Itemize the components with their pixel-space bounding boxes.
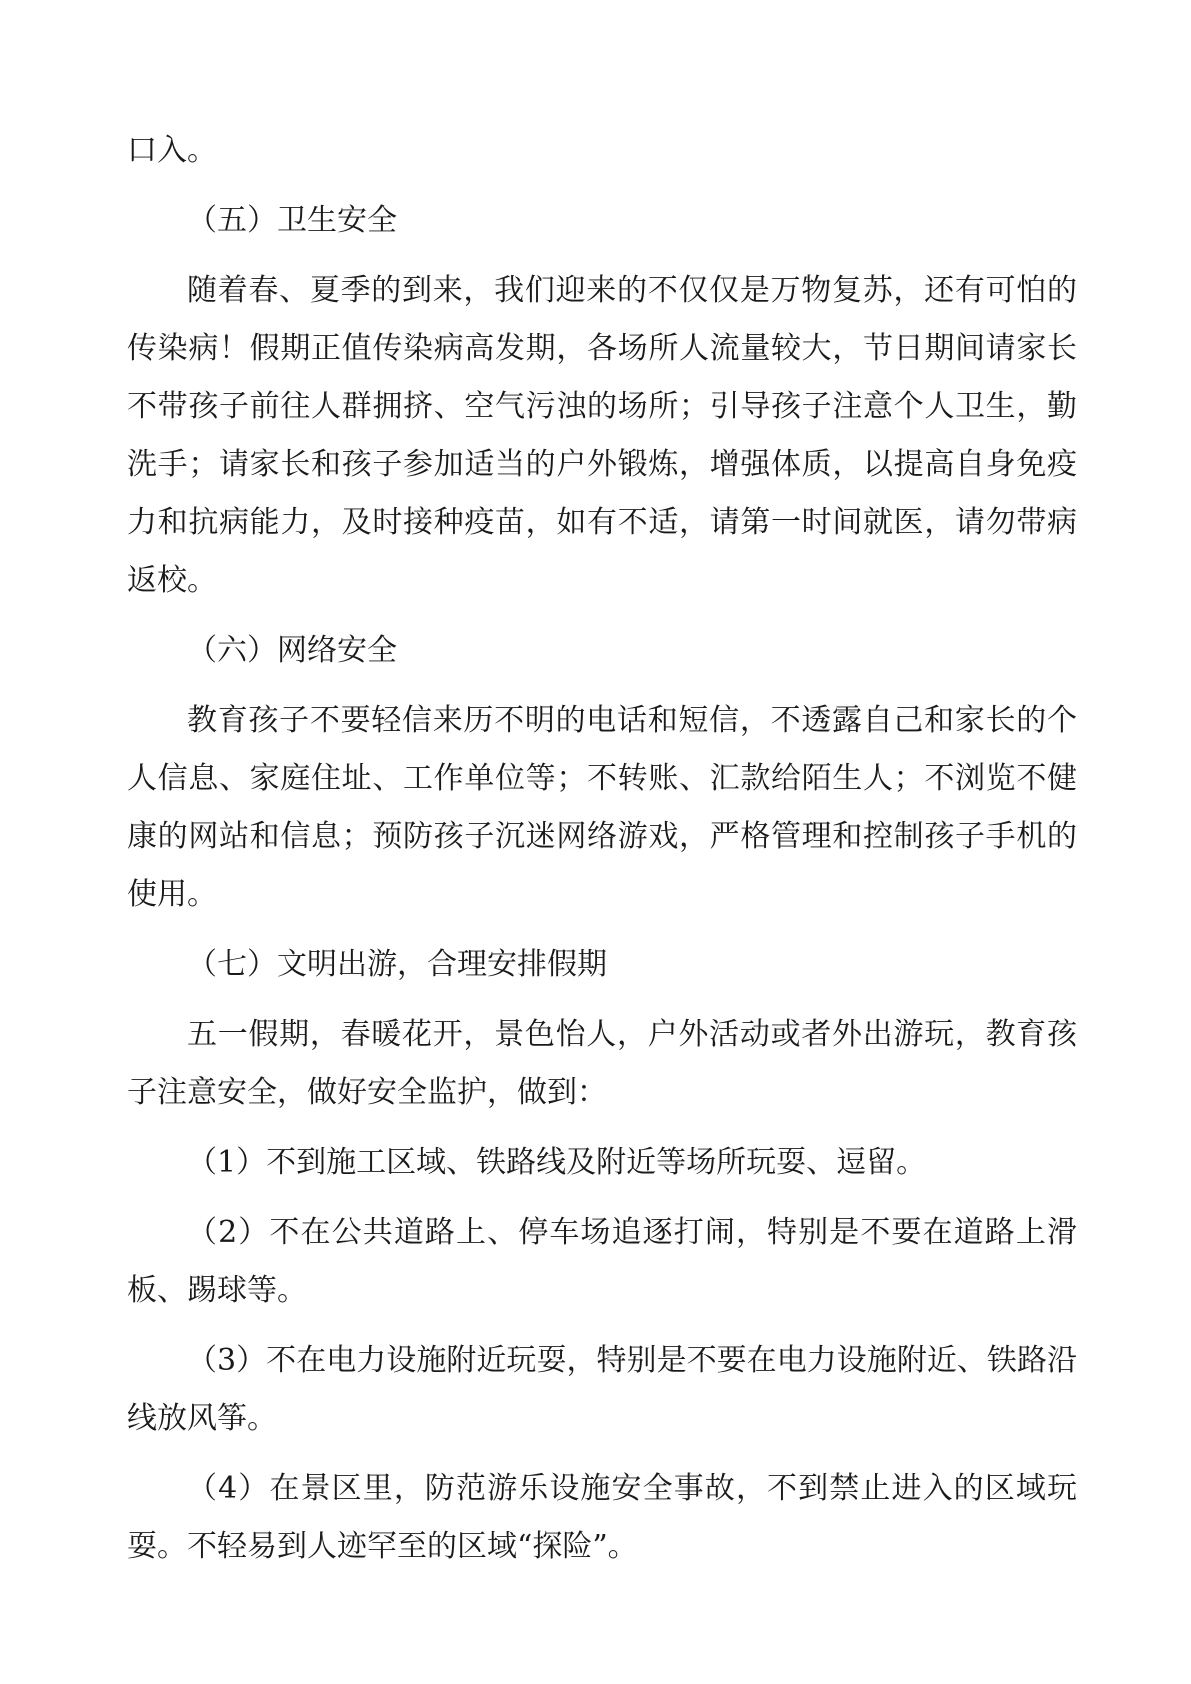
section-heading-hygiene-safety: （五）卫生安全: [187, 203, 397, 238]
section-heading-network-safety: （六）网络安全: [187, 633, 397, 668]
list-item-4: （4）在景区里，防范游乐设施安全事故，不到禁止进入的区域玩耍。不轻易到人迹罕至的区域“探险”。: [127, 1471, 1077, 1564]
paragraph-civilized-travel: 五一假期，春暖花开，景色怡人，户外活动或者外出游玩，教育孩子注意安全，做好安全监护，做到：: [127, 1017, 1077, 1110]
list-item-3: （3）不在电力设施附近玩耍，特别是不要在电力设施附近、铁路沿线放风筝。: [127, 1343, 1077, 1436]
paragraph-continuation: 口入。: [127, 133, 217, 168]
section-heading-civilized-travel: （七）文明出游，合理安排假期: [187, 947, 607, 982]
paragraph-network-safety: 教育孩子不要轻信来历不明的电话和短信，不透露自己和家长的个人信息、家庭住址、工作单位等；不转账、汇款给陌生人；不浏览不健康的网站和信息；预防孩子沉迷网络游戏，严格管理和控制孩子手机的使用。: [127, 703, 1077, 912]
list-item-1: （1）不到施工区域、铁路线及附近等场所玩耍、逗留。: [187, 1145, 927, 1180]
list-item-2: （2）不在公共道路上、停车场追逐打闹，特别是不要在道路上滑板、踢球等。: [127, 1215, 1077, 1308]
paragraph-hygiene-safety: 随着春、夏季的到来，我们迎来的不仅仅是万物复苏，还有可怕的传染病！假期正值传染病高发期，各场所人流量较大，节日期间请家长不带孩子前往人群拥挤、空气污浊的场所；引导孩子注意个人卫生，勤洗手；请家长和孩子参加适当的户外锻炼，增强体质，以提高自身免疫力和抗病能力，及时接种疫苗，如有不适，请第一时间就医，请勿带病返校。: [127, 273, 1077, 598]
document-body: [127, 122, 1077, 1588]
